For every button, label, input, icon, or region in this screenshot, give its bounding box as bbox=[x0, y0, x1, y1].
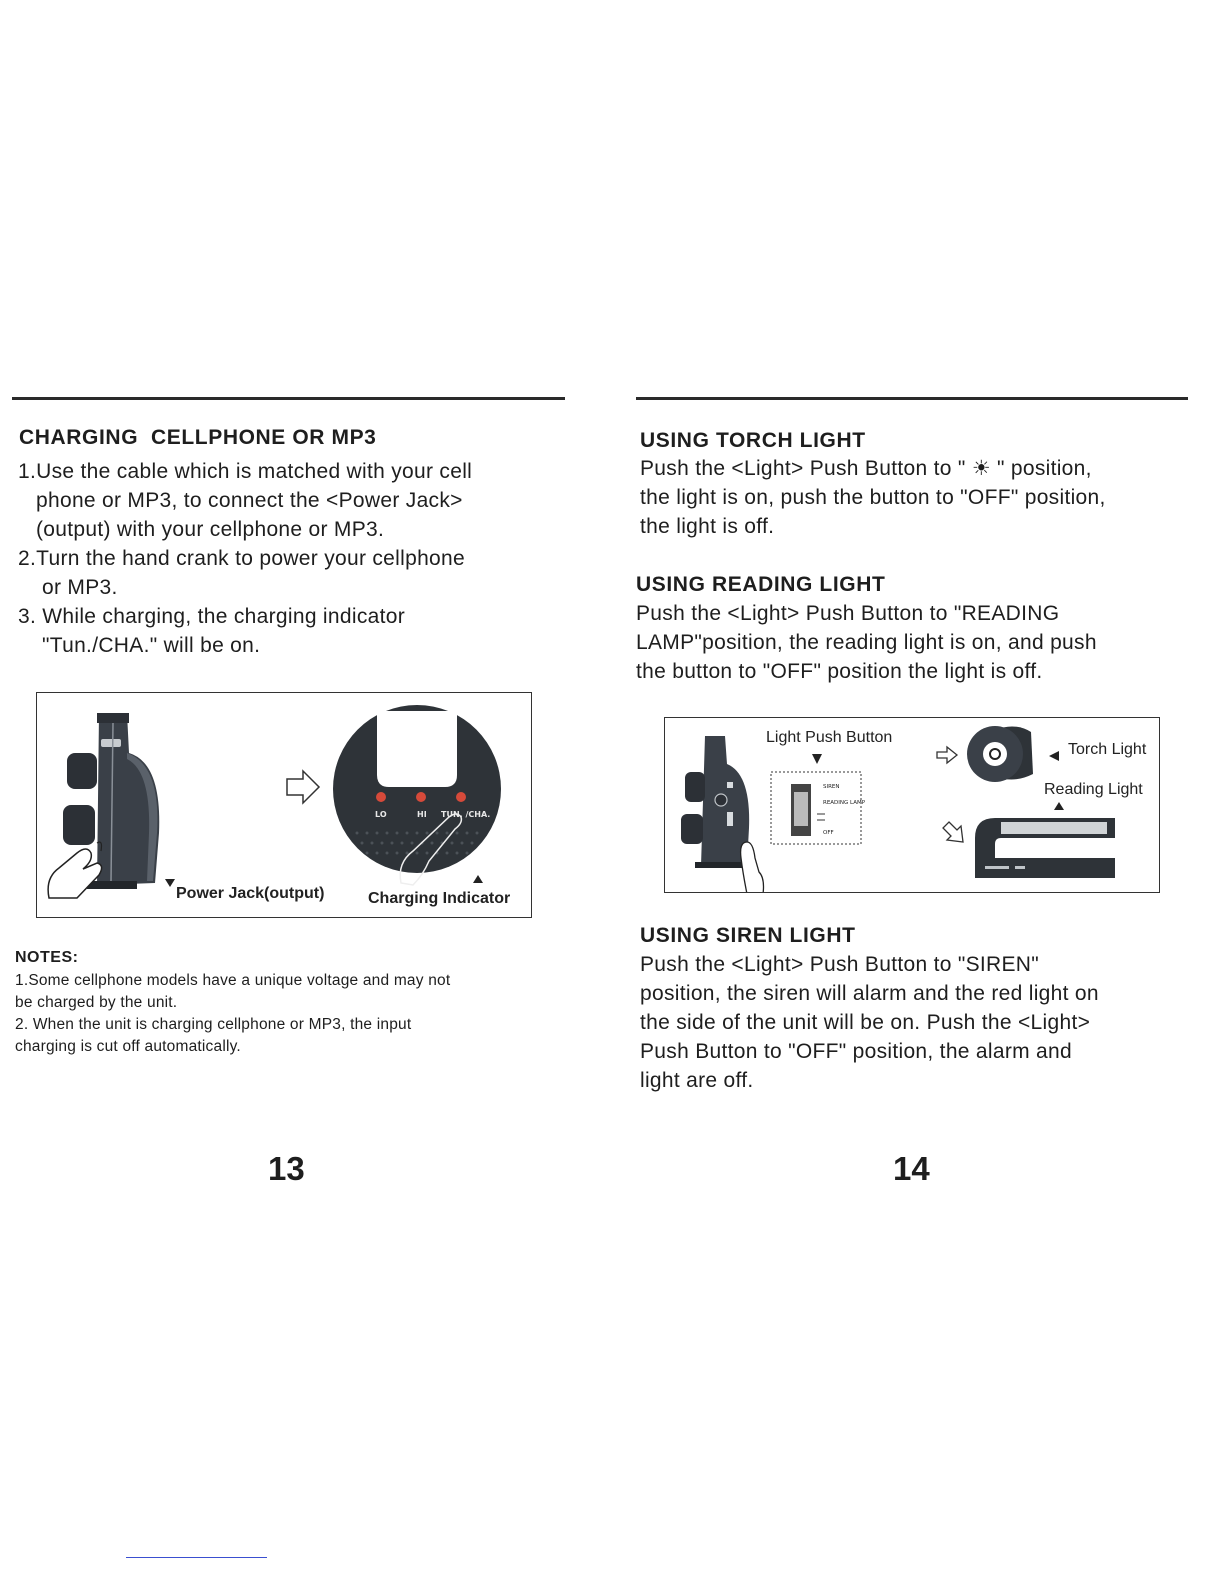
step-3-line-2: "Tun./CHA." will be on. bbox=[42, 634, 261, 657]
led-label-hi: HI bbox=[417, 810, 427, 819]
charging-figure bbox=[36, 692, 532, 918]
torch-heading: USING TORCH LIGHT bbox=[640, 429, 866, 452]
power-jack-label: Power Jack(output) bbox=[176, 885, 325, 902]
reading-paragraph bbox=[636, 599, 1097, 686]
siren-line-2: position, the siren will alarm and the red light on bbox=[640, 982, 1099, 1005]
torch-paragraph bbox=[640, 454, 1106, 541]
left-top-rule bbox=[12, 397, 565, 400]
charging-steps bbox=[18, 457, 472, 660]
note-1-line-1: 1.Some cellphone models have a unique voltage and may not bbox=[15, 972, 451, 989]
siren-line-1: Push the <Light> Push Button to "SIREN" bbox=[640, 953, 1040, 976]
siren-line-4: Push Button to "OFF" position, the alarm and bbox=[640, 1040, 1072, 1063]
siren-line-5: light are off. bbox=[640, 1069, 754, 1092]
right-page-number: 14 bbox=[893, 1150, 930, 1187]
switch-label-off: OFF bbox=[823, 830, 834, 836]
led-label-lo: LO bbox=[375, 810, 387, 819]
note-2-line-1: 2. When the unit is charging cellphone or MP3, the input bbox=[15, 1016, 412, 1033]
left-heading: CHARGING CELLPHONE OR MP3 bbox=[19, 426, 377, 449]
step-1-line-3: (output) with your cellphone or MP3. bbox=[36, 518, 385, 541]
torch-line-3: the light is off. bbox=[640, 515, 775, 538]
siren-line-3: the side of the unit will be on. Push the <Light> bbox=[640, 1011, 1091, 1034]
left-page-number: 13 bbox=[268, 1150, 305, 1187]
step-3-line-1: 3. While charging, the charging indicator bbox=[18, 605, 406, 628]
step-1-line-2: phone or MP3, to connect the <Power Jack> bbox=[36, 489, 463, 512]
right-top-rule bbox=[636, 397, 1188, 400]
reading-line-2: LAMP"position, the reading light is on, and push bbox=[636, 631, 1097, 654]
step-1-line-1: 1.Use the cable which is matched with your cell bbox=[18, 460, 473, 483]
torch-line-1: Push the <Light> Push Button to " ☀ " position, bbox=[640, 457, 1092, 480]
radio-side-illustration bbox=[37, 693, 531, 917]
light-button-figure bbox=[664, 717, 1160, 893]
siren-paragraph bbox=[640, 950, 1099, 1095]
notes-title: NOTES: bbox=[15, 949, 79, 966]
charging-indicator-label: Charging Indicator bbox=[368, 890, 511, 907]
note-2-line-2: charging is cut off automatically. bbox=[15, 1038, 241, 1055]
notes-list bbox=[15, 970, 450, 1058]
switch-label-reading-lamp: READING LAMP bbox=[823, 800, 866, 806]
reading-line-1: Push the <Light> Push Button to "READING bbox=[636, 602, 1060, 625]
switch-label-siren: SIREN bbox=[823, 784, 840, 790]
torch-light-label: Torch Light bbox=[1068, 741, 1147, 758]
reading-heading: USING READING LIGHT bbox=[636, 573, 886, 596]
step-2-line-1: 2.Turn the hand crank to power your cellphone bbox=[18, 547, 465, 570]
siren-heading: USING SIREN LIGHT bbox=[640, 924, 856, 947]
bottom-link-underline bbox=[126, 1557, 267, 1558]
light-push-button-label: Light Push Button bbox=[766, 729, 893, 746]
reading-line-3: the button to "OFF" position the light is off. bbox=[636, 660, 1043, 683]
reading-light-label: Reading Light bbox=[1044, 781, 1143, 798]
torch-line-2: the light is on, push the button to "OFF" position, bbox=[640, 486, 1106, 509]
step-2-line-2: or MP3. bbox=[42, 576, 118, 599]
led-label-tuncha: TUN. /CHA. bbox=[441, 810, 491, 819]
note-1-line-2: be charged by the unit. bbox=[15, 994, 178, 1011]
